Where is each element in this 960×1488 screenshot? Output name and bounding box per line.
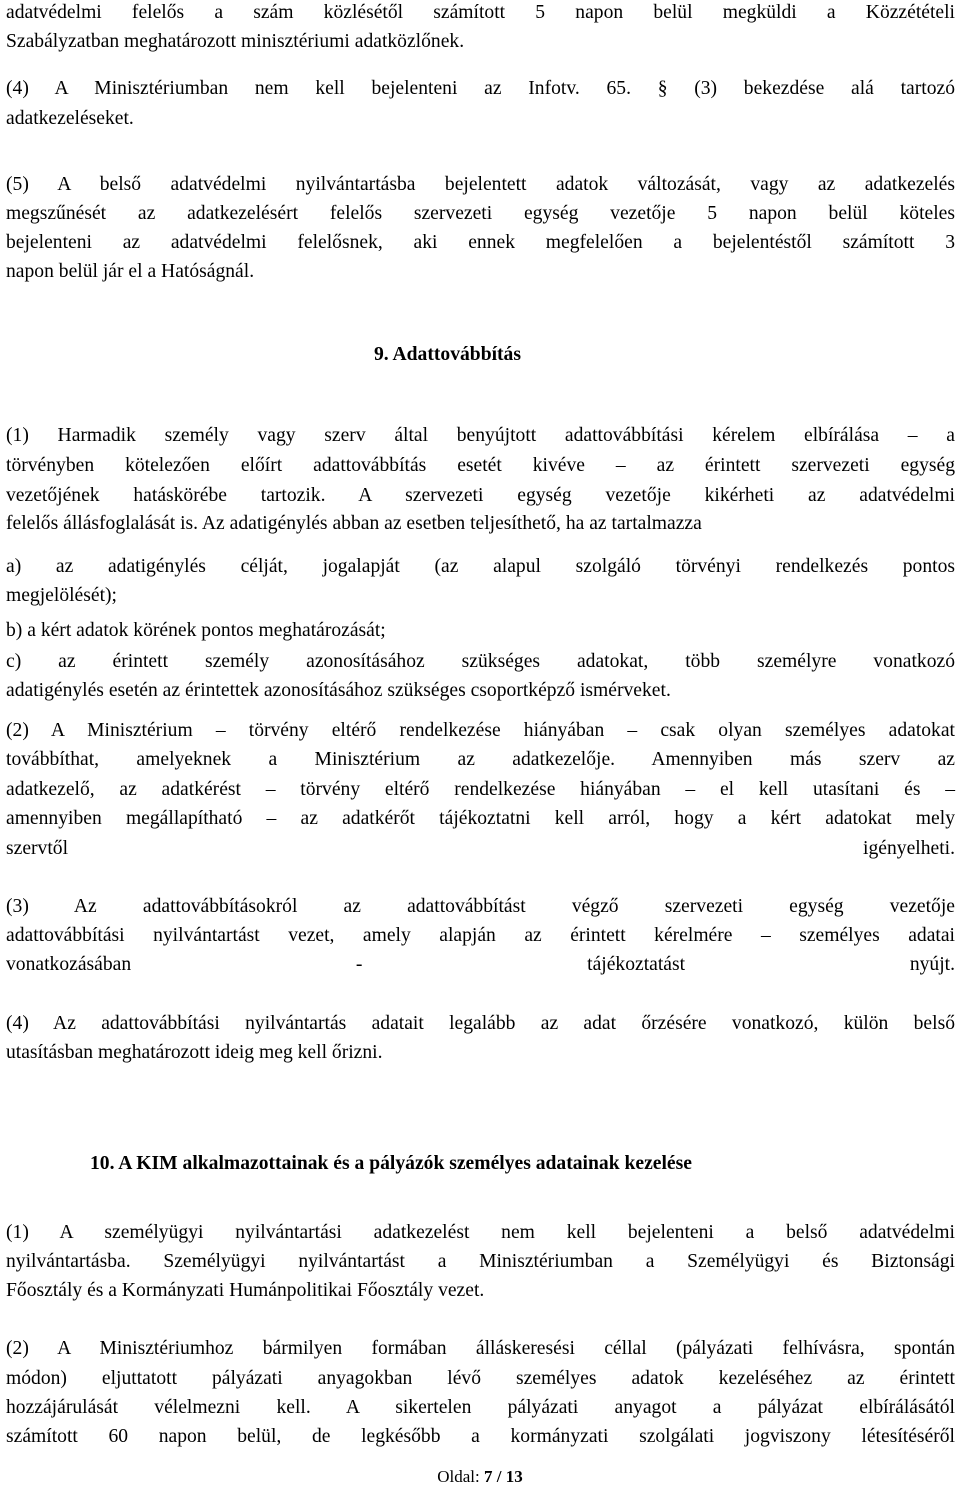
text-line: vonatkozásában - tájékoztatást nyújt.: [6, 954, 955, 975]
text-line: (3) Az adattovábbításokról az adattovábbítást végző szervezeti egység vezetője: [6, 896, 955, 917]
text-line: adatigénylés esetén az érintettek azonosításához szükséges csoportképző ismérveket.: [6, 680, 671, 701]
text-line: utasításban meghatározott ideig meg kell őrizni.: [6, 1042, 383, 1063]
text-line: törvényben kötelezően előírt adattovábbítás esetét kivéve – az érintett szervezeti egység: [6, 455, 955, 476]
text-line: számított 60 napon belül, de legkésőbb a kormányzati szolgálati jogviszony létesítéséről: [6, 1426, 955, 1447]
section-heading: 9. Adattovábbítás: [374, 344, 521, 365]
text-line: módon) eljuttatott pályázati anyagokban lévő személyes adatok kezeléséhez az érintett: [6, 1368, 955, 1389]
text-line: Főosztály és a Kormányzati Humánpolitikai Főosztály vezet.: [6, 1280, 485, 1301]
text-line: (5) A belső adatvédelmi nyilvántartásba bejelentett adatok változását, vagy az adatkezelés: [6, 174, 955, 195]
text-line: (1) A személyügyi nyilvántartási adatkezelést nem kell bejelenteni a belső adatvédelmi: [6, 1222, 955, 1243]
section-heading: 10. A KIM alkalmazottainak és a pályázók személyes adatainak kezelése: [90, 1153, 692, 1174]
text-line: (2) A Minisztérium – törvény eltérő rendelkezése hiányában – csak olyan személyes adatokat: [6, 720, 955, 741]
text-line: megszűnését az adatkezelésért felelős szervezeti egység vezetője 5 napon belül köteles: [6, 203, 955, 224]
text-line: továbbíthat, amelyeknek a Minisztérium az adatkezelője. Amennyiben más szerv az: [6, 749, 955, 770]
text-line: b) a kért adatok körének pontos meghatározását;: [6, 620, 386, 641]
text-line: felelős állásfoglalását is. Az adatigénylés abban az esetben teljesíthető, ha az tartalmazza: [6, 513, 702, 534]
text-line: vezetőjének hatáskörébe tartozik. A szervezeti egység vezetője kikérheti az adatvédelmi: [6, 485, 955, 506]
text-line: szervtől igényelheti.: [6, 838, 955, 859]
text-line: (1) Harmadik személy vagy szerv által benyújtott adattovábbítási kérelem elbírálása – a: [6, 425, 955, 446]
text-line: (4) Az adattovábbítási nyilvántartás adatait legalább az adat őrzésére vonatkozó, külön belső: [6, 1013, 955, 1034]
text-line: hozzájárulását vélelmezni kell. A sikertelen pályázati anyagot a pályázat elbírálásától: [6, 1397, 955, 1418]
text-line: bejelenteni az adatvédelmi felelősnek, aki ennek megfelelően a bejelentéstől számított 3: [6, 232, 955, 253]
text-line: (2) A Minisztériumhoz bármilyen formában álláskeresési céllal (pályázati felhívásra, spontán: [6, 1338, 955, 1359]
text-line: Szabályzatban meghatározott minisztériumi adatközlőnek.: [6, 31, 465, 52]
text-line: nyilvántartásba. Személyügyi nyilvántartást a Minisztériumban a Személyügyi és Biztonsági: [6, 1251, 955, 1272]
text-line: adattovábbítási nyilvántartást vezet, amely alapján az érintett kérelmére – személyes adatai: [6, 925, 955, 946]
text-line: c) az érintett személy azonosításához szükséges adatokat, több személyre vonatkozó: [6, 651, 955, 672]
text-line: adatvédelmi felelős a szám közlésétől számított 5 napon belül megküldi a Közzétételi: [6, 2, 955, 23]
text-line: (4) A Minisztériumban nem kell bejelenteni az Infotv. 65. § (3) bekezdése alá tartozó: [6, 78, 955, 99]
text-line: napon belül jár el a Hatóságnál.: [6, 261, 255, 282]
text-line: adatkezeléseket.: [6, 108, 134, 129]
page-footer: [0, 1466, 960, 1488]
page-label: Oldal:: [437, 1467, 480, 1486]
text-line: megjelölését);: [6, 585, 117, 606]
page-number: 7 / 13: [484, 1467, 523, 1486]
text-line: a) az adatigénylés célját, jogalapját (az alapul szolgáló törvényi rendelkezés pontos: [6, 556, 955, 577]
text-line: amennyiben megállapítható – az adatkérőt tájékoztatni kell arról, hogy a kért adatokat mely: [6, 808, 955, 829]
text-line: adatkezelő, az adatkérést – törvény eltérő rendelkezése hiányában – el kell utasítani és –: [6, 779, 955, 800]
